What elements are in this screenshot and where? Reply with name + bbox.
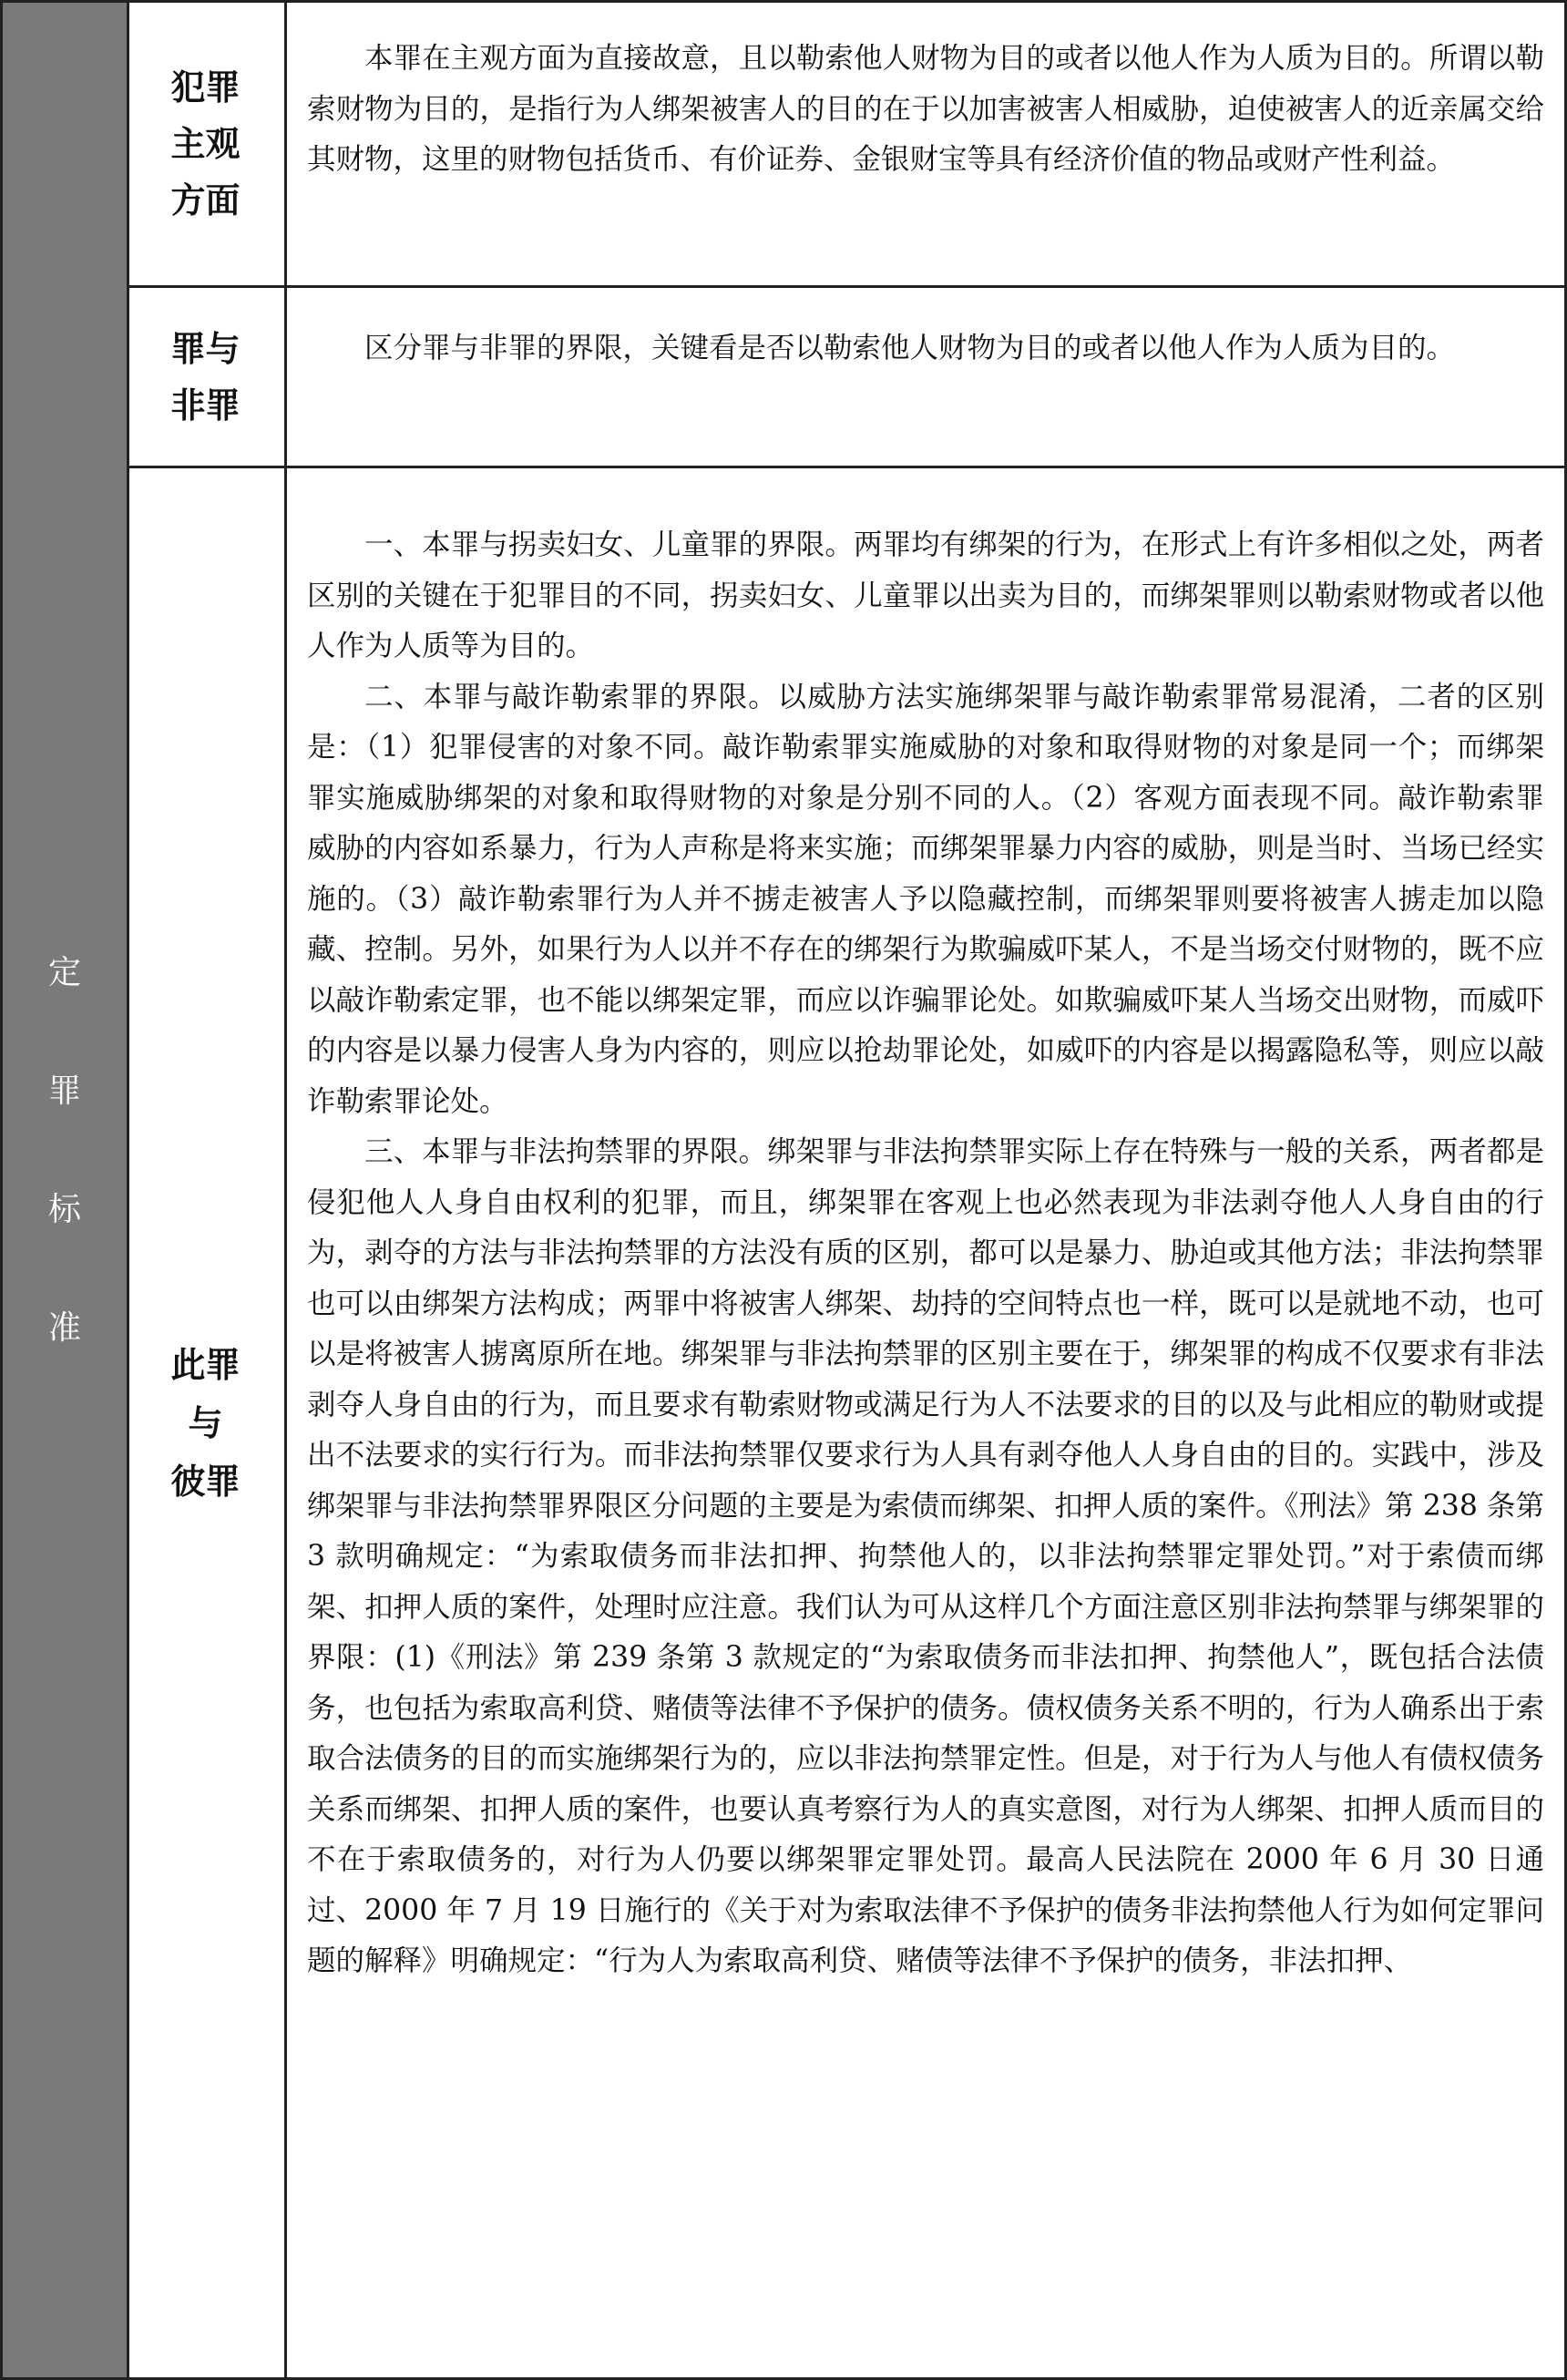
row-content	[287, 323, 1564, 374]
row-this-vs-other-crime	[127, 468, 1564, 2377]
heading-line: 方面	[170, 180, 241, 221]
side-column	[3, 3, 129, 2377]
heading-line: 主观	[170, 124, 241, 164]
heading-line: 与	[188, 1402, 223, 1443]
paragraph: 一、本罪与拐卖妇女、儿童罪的界限。两罪均有绑架的行为，在形式上有许多相似之处，两者区别的关键在于犯罪目的不同，拐卖妇女、儿童罪以出卖为目的，而绑架罪则以勒索财物或者以他人作为人质等为目的。	[307, 528, 1544, 662]
row-subjective-aspect	[127, 3, 1564, 288]
row-heading	[127, 288, 287, 466]
row-heading	[127, 3, 287, 285]
row-content	[287, 34, 1564, 186]
paragraph: 三、本罪与非法拘禁罪的界限。绑架罪与非法拘禁罪实际上存在特殊与一般的关系，两者都是侵犯他人人身自由权利的犯罪，而且，绑架罪在客观上也必然表现为非法剥夺他人人身自由的行为，剥夺的方法与非法拘禁罪的方法没有质的区别，都可以是暴力、胁迫或其他方法；非法拘禁罪也可以由绑架方法构成；两罪中将被害人绑架、劫持的空间特点也一样，既可以是就地不动，也可以是将被害人掳离原所在地。绑架罪与非法拘禁罪的区别主要在于，绑架罪的构成不仅要求有非法剥夺人身自由的行为，而且要求有勒索财物或满足行为人不法要求的目的以及与此相应的勒财或提出不法要求的实行行为。而非法拘禁罪仅要求行为人具有剥夺他人人身自由的目的。实践中，涉及绑架罪与非法拘禁罪界限区分问题的主要是为索债而绑架、扣押人质的案件。《刑法》第 238 条第 3 款明确规定：“为索取债务而非法扣押、拘禁他人的，以非法拘禁罪定罪处罚。”对于索债而绑架、扣押人质的案件，处理时应注意。我们认为可从这样几个方面注意区别非法拘禁罪与绑架罪的界限：(1)《刑法》第 239 条第 3 款规定的“为索取债务而非法扣押、拘禁他人”，既包括合法债务，也包括为索取高利贷、赌债等法律不予保护的债务。债权债务关系不明的，行为人确系出于索取合法债务的目的而实施绑架行为的，应以非法拘禁罪定性。但是，对于行为人与他人有债权债务关系而绑架、扣押人质的案件，也要认真考察行为人的真实意图，对行为人绑架、扣押人质而目的不在于索取债务的，对行为人仍要以绑架罪定罪处罚。最高人民法院在 2000 年 6 月 30 日通过、2000 年 7 月 19 日施行的《关于对为索取法律不予保护的债务非法拘禁他人行为如何定罪问题的解释》明确规定：“行为人为索取高利贷、赌债等法律不予保护的债务，非法扣押、	[307, 1135, 1544, 1977]
heading-line: 此罪	[170, 1344, 241, 1385]
heading-line: 罪与	[170, 328, 241, 369]
side-label-char: 罪	[47, 1072, 81, 1110]
paragraph: 二、本罪与敲诈勒索罪的界限。以威胁方法实施绑架罪与敲诈勒索罪常易混淆，二者的区别是：（1）犯罪侵害的对象不同。敲诈勒索罪实施威胁的对象和取得财物的对象是同一个；而绑架罪实施威胁绑架的对象和取得财物的对象是分别不同的人。（2）客观方面表现不同。敲诈勒索罪威胁的内容如系暴力，行为人声称是将来实施；而绑架罪暴力内容的威胁，则是当时、当场已经实施的。（3）敲诈勒索罪行为人并不掳走被害人予以隐藏控制，而绑架罪则要将被害人掳走加以隐藏、控制。另外，如果行为人以并不存在的绑架行为欺骗威吓某人，不是当场交付财物的，既不应以敲诈勒索定罪，也不能以绑架定罪，而应以诈骗罪论处。如欺骗威吓某人当场交出财物，而威吓的内容是以暴力侵害人身为内容的，则应以抢劫罪论处，如威吓的内容是以揭露隐私等，则应以敲诈勒索罪论处。	[307, 680, 1544, 1118]
side-label-char: 准	[47, 1309, 81, 1347]
heading-line: 犯罪	[170, 67, 241, 108]
paragraph: 区分罪与非罪的界限，关键看是否以勒索他人财物为目的或者以他人作为人质为目的。	[364, 332, 1456, 364]
side-label-char: 标	[47, 1191, 81, 1228]
side-label-conviction-standard	[3, 914, 127, 1388]
heading-line: 彼罪	[170, 1461, 241, 1502]
row-content	[287, 520, 1564, 1987]
side-label-char: 定	[47, 954, 81, 991]
row-crime-or-not	[127, 288, 1564, 468]
row-heading	[127, 468, 287, 2377]
heading-line: 非罪	[170, 385, 241, 426]
paragraph: 本罪在主观方面为直接故意，且以勒索他人财物为目的或者以他人作为人质为目的。所谓以勒索财物为目的，是指行为人绑架被害人的目的在于以加害被害人相威胁，迫使被害人的近亲属交给其财物，这里的财物包括货币、有价证券、金银财宝等具有经济价值的物品或财产性利益。	[307, 42, 1544, 176]
